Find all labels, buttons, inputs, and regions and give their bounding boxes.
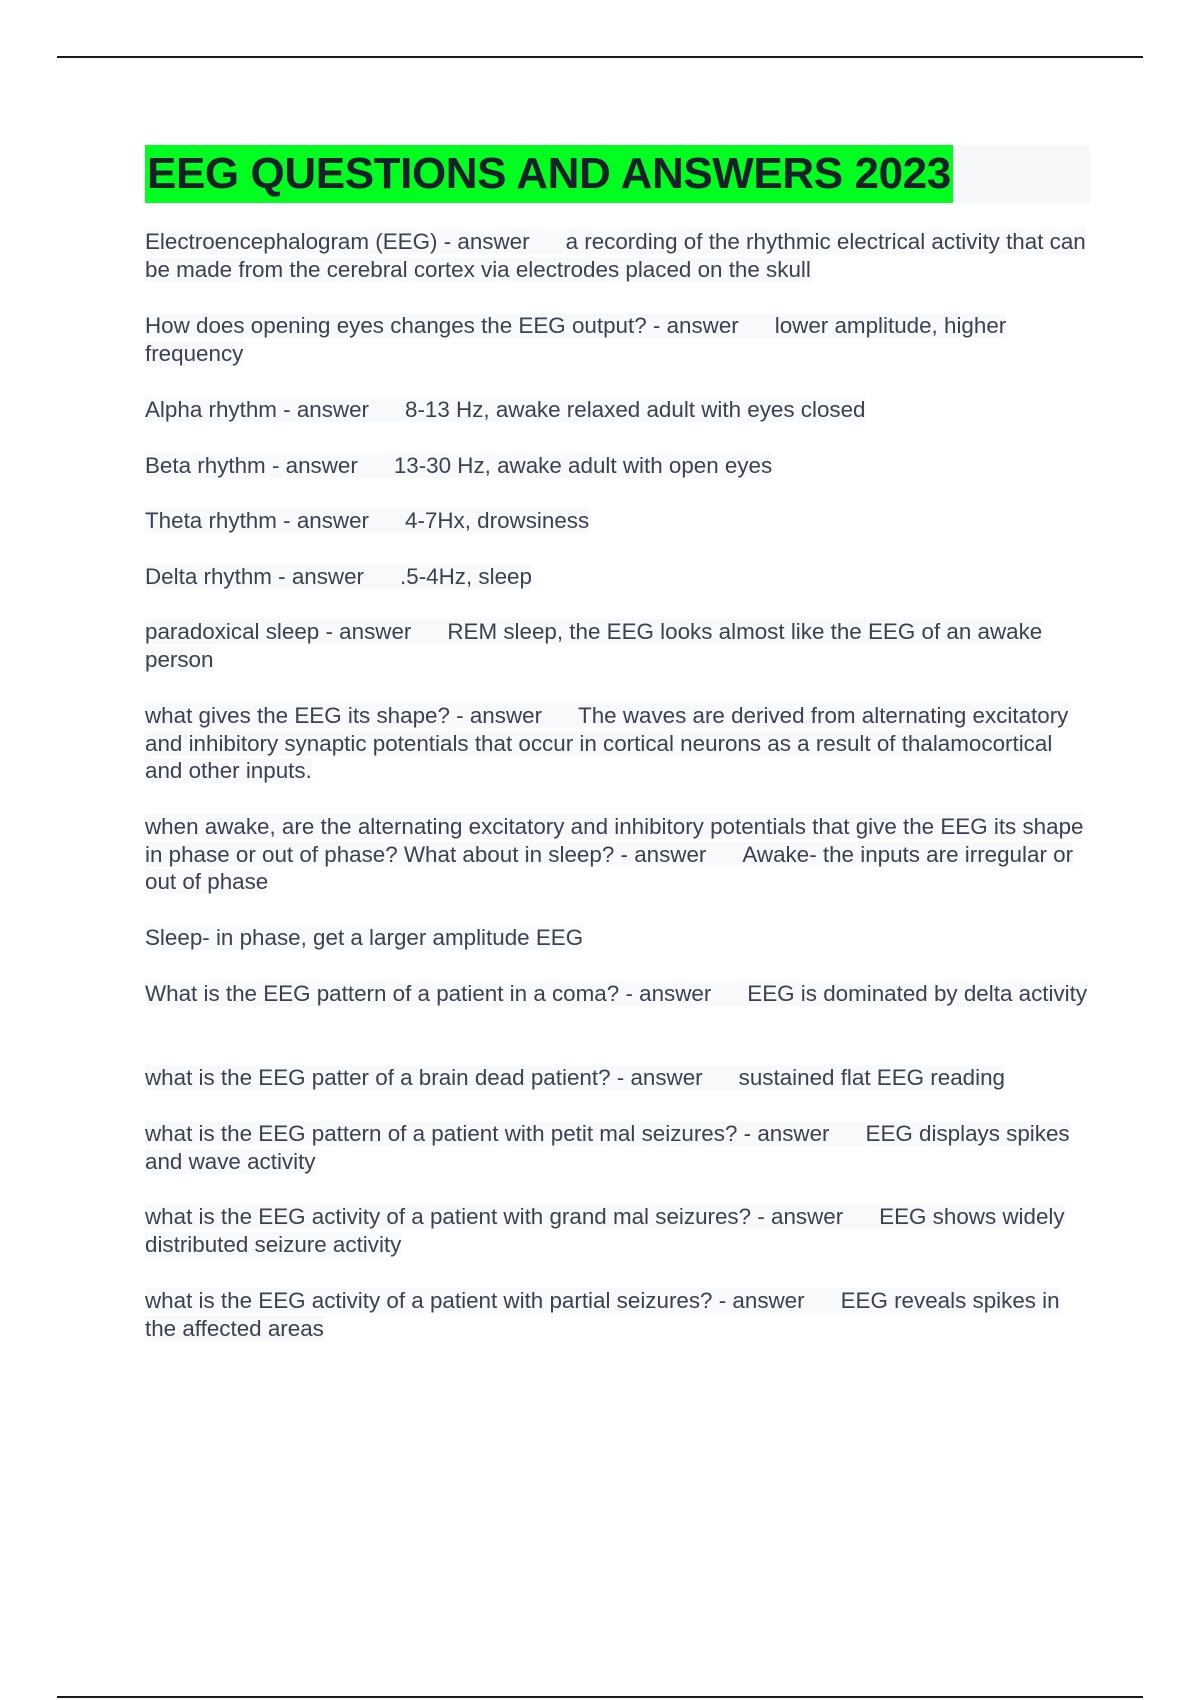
qa-text: Sleep- in phase, get a larger amplitude EEG — [145, 925, 584, 950]
qa-question: what is the EEG activity of a patient with partial seizures? — [145, 1288, 713, 1313]
qa-separator: - answer — [718, 1288, 805, 1313]
qa-separator: - answer — [620, 841, 707, 867]
qa-answer: 8-13 Hz, awake relaxed adult with eyes closed — [405, 397, 866, 422]
qa-question: what gives the EEG its shape? — [145, 703, 450, 728]
qa-separator: - answer — [743, 1121, 830, 1146]
qa-separator: - answer — [625, 981, 712, 1006]
qa-answer: EEG displays spikes and wave activity — [145, 1121, 1070, 1174]
qa-separator: - answer — [616, 1065, 703, 1090]
qa-question: what is the EEG patter of a brain dead patient? — [145, 1065, 611, 1090]
qa-separator: - answer — [456, 703, 543, 728]
qa-separator: - answer — [271, 453, 358, 478]
qa-answer: EEG shows widely distributed seizure activity — [145, 1204, 1065, 1257]
qa-item-paradoxical-sleep — [145, 618, 1090, 673]
qa-separator: - answer — [283, 397, 370, 422]
qa-separator: - answer — [757, 1204, 844, 1229]
qa-separator: - answer — [325, 619, 412, 644]
qa-item-beta-rhythm — [145, 452, 1090, 480]
qa-answer: The waves are derived from alternating excitatory and inhibitory synaptic potentials that occur in cortical neurons as a result of thalamocortical and other inputs. — [145, 703, 1069, 783]
qa-item-delta-rhythm — [145, 563, 1090, 591]
qa-question: paradoxical sleep — [145, 619, 320, 644]
qa-question: Alpha rhythm — [145, 397, 277, 422]
top-rule — [57, 56, 1143, 58]
qa-item-electroencephalogram — [145, 228, 1090, 283]
qa-answer: EEG reveals spikes in the affected areas — [145, 1288, 1060, 1341]
qa-question: Electroencephalogram (EEG) — [145, 229, 438, 254]
qa-item-partial-seizures — [145, 1287, 1090, 1342]
qa-item-phase — [145, 813, 1090, 896]
qa-answer: EEG is dominated by delta activity — [747, 981, 1088, 1006]
qa-separator: - answer — [443, 229, 530, 254]
qa-item-brain-dead — [145, 1064, 1090, 1092]
qa-answer: 13-30 Hz, awake adult with open eyes — [393, 453, 773, 478]
qa-item-coma — [145, 980, 1090, 1008]
document-title: EEG QUESTIONS AND ANSWERS 2023 — [145, 145, 953, 203]
qa-question: What is the EEG pattern of a patient in a coma? — [145, 981, 620, 1006]
qa-answer: REM sleep, the EEG looks almost like the EEG of an awake person — [145, 619, 1043, 672]
qa-item-opening-eyes — [145, 312, 1090, 367]
qa-answer: .5-4Hz, sleep — [400, 564, 532, 589]
qa-answer: 4-7Hx, drowsiness — [405, 508, 590, 533]
qa-item-eeg-shape — [145, 702, 1090, 785]
qa-item-alpha-rhythm — [145, 396, 1090, 424]
qa-question: How does opening eyes changes the EEG output? — [145, 313, 647, 338]
qa-question: Delta rhythm — [145, 564, 272, 589]
bottom-rule — [57, 1696, 1143, 1698]
qa-question: what is the EEG activity of a patient with grand mal seizures? — [145, 1204, 752, 1229]
qa-answer: sustained flat EEG reading — [738, 1065, 1005, 1090]
qa-answer: Awake- the inputs are irregular or out of phase — [145, 841, 1074, 894]
qa-answer: lower amplitude, higher frequency — [145, 313, 1007, 366]
title-bar — [145, 145, 1090, 203]
qa-item-sleep-in-phase — [145, 924, 1090, 952]
qa-separator: - answer — [278, 564, 365, 589]
qa-separator: - answer — [283, 508, 369, 533]
qa-question: when awake, are the alternating excitatory and inhibitory potentials that give the EEG its shape in phase or out of phase? What about in sleep? — [145, 814, 1084, 867]
qa-item-theta-rhythm — [145, 507, 1090, 535]
qa-item-petit-mal — [145, 1120, 1090, 1175]
qa-separator: - answer — [652, 313, 739, 338]
qa-question: Beta rhythm — [145, 453, 266, 478]
qa-answer: a recording of the rhythmic electrical activity that can be made from the cerebral cortex via electrodes placed on the skull — [145, 229, 1086, 282]
qa-item-grand-mal — [145, 1203, 1090, 1258]
qa-question: what is the EEG pattern of a patient with petit mal seizures? — [145, 1121, 738, 1146]
qa-question: Theta rhythm — [145, 508, 277, 533]
